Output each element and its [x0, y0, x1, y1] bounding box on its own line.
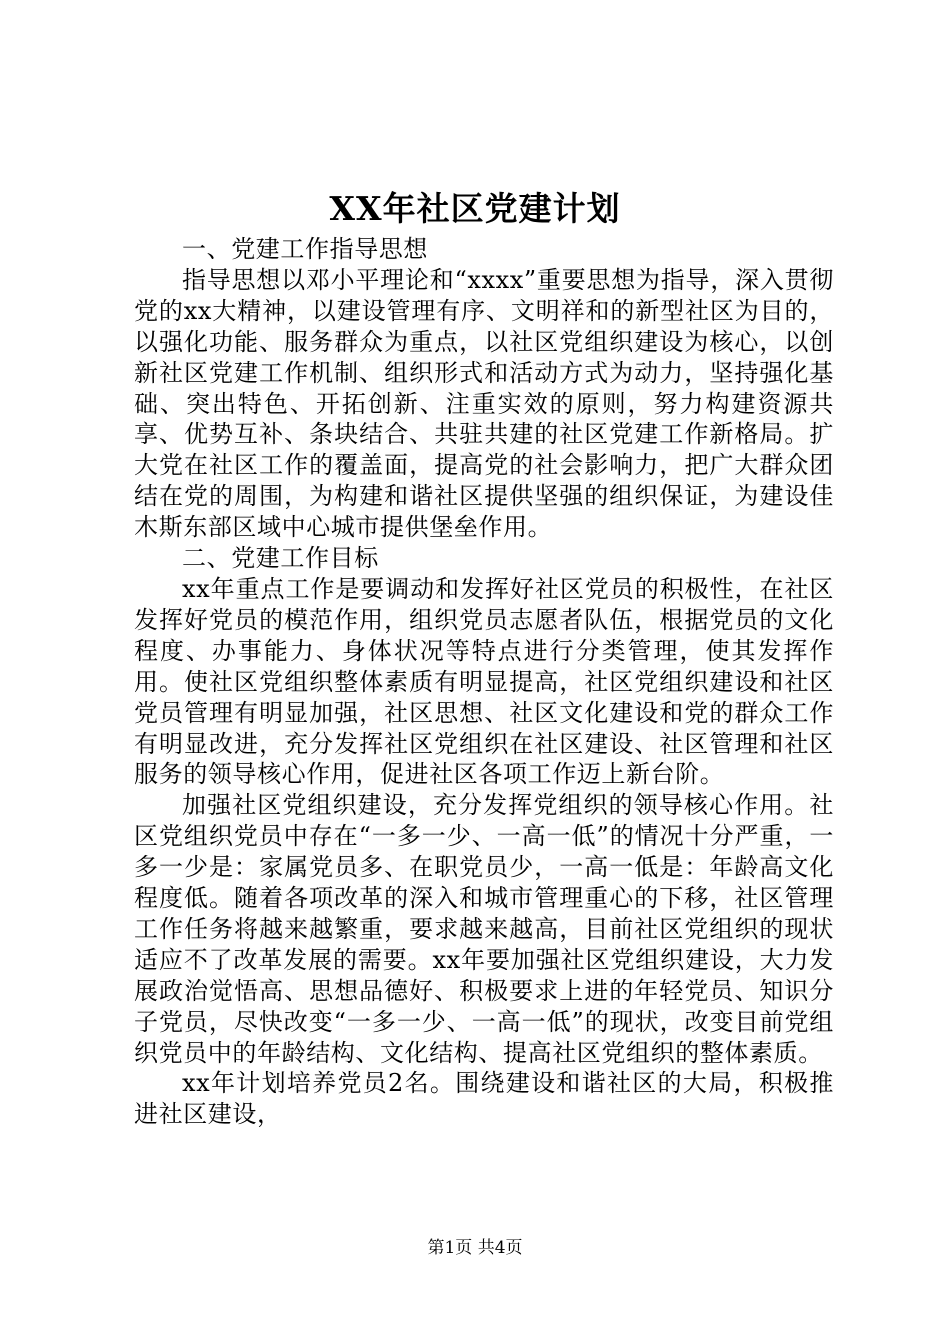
paragraph-guiding-ideology: 指导思想以邓小平理论和“xxxx”重要思想为指导，深入贯彻党的xx大精神，以建设管理有序、文明祥和的新型社区为目的，以强化功能、服务群众为重点，以社区党组织建设为核心，以创新社区党建工作机制、组织形式和活动方式为动力，坚持强化基础、突出特色、开拓创新、注重实效的原则，努力构建资源共享、优势互补、条块结合、共驻共建的社区党建工作新格局。扩大党在社区工作的覆盖面，提高党的社会影响力，把广大群众团结在党的周围，为构建和谐社区提供坚强的组织保证，为建设佳木斯东部区域中心城市提供堡垒作用。: [134, 265, 834, 542]
paragraph-member-training-plan: xx年计划培养党员2名。围绕建设和谐社区的大局，积极推进社区建设，: [134, 1069, 834, 1129]
page-footer: 第1页 共4页: [427, 1238, 523, 1258]
section-heading-guiding-ideology: 一、党建工作指导思想: [182, 235, 428, 263]
paragraph-work-goals: xx年重点工作是要调动和发挥好社区党员的积极性，在社区发挥好党员的模范作用，组织党员志愿者队伍，根据党员的文化程度、办事能力、身体状况等特点进行分类管理，使其发挥作用。使社区党组织整体素质有明显提高，社区党组织建设和社区党员管理有明显加强，社区思想、社区文化建设和党的群众工作有明显改进，充分发挥社区党组织在社区建设、社区管理和社区服务的领导核心作用，促进社区各项工作迈上新台阶。: [134, 574, 834, 789]
paragraph-organization-building: 加强社区党组织建设，充分发挥党组织的领导核心作用。社区党组织党员中存在“一多一少、一高一低”的情况十分严重，一多一少是：家属党员多、在职党员少，一高一低是：年龄高文化程度低。随着各项改革的深入和城市管理重心的下移，社区管理工作任务将越来越繁重，要求越来越高，目前社区党组织的现状适应不了改革发展的需要。xx年要加强社区党组织建设，大力发展政治觉悟高、思想品德好、积极要求上进的年轻党员、知识分子党员，尽快改变“一多一少、一高一低”的现状，改变目前党组织党员中的年龄结构、文化结构、提高社区党组织的整体素质。: [134, 791, 834, 1067]
document-body: [134, 234, 834, 1130]
section-heading-work-goals: 二、党建工作目标: [182, 544, 379, 573]
document-title: XX年社区党建计划: [329, 189, 621, 228]
